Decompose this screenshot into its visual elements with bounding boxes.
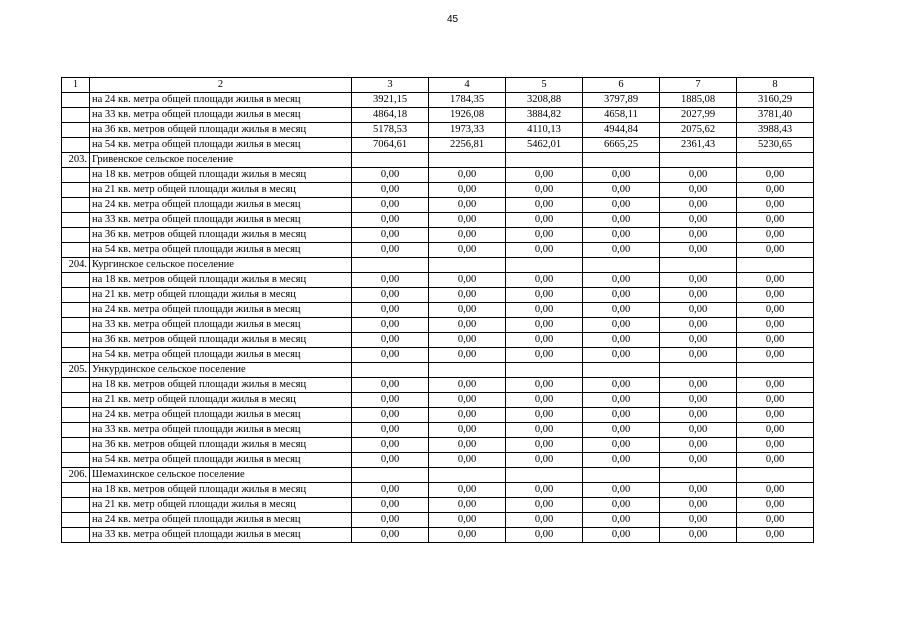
value-cell: 0,00 xyxy=(583,213,660,228)
value-cell: 2361,43 xyxy=(660,138,737,153)
table-row xyxy=(62,198,814,213)
value-cell: 2256,81 xyxy=(429,138,506,153)
value-cell: 0,00 xyxy=(506,423,583,438)
row-label: на 33 кв. метра общей площади жилья в месяц xyxy=(90,318,352,333)
value-cell: 0,00 xyxy=(352,453,429,468)
value-cell: 0,00 xyxy=(660,198,737,213)
value-cell: 0,00 xyxy=(660,513,737,528)
section-title: Кургинское сельское поселение xyxy=(90,258,352,273)
row-number xyxy=(62,483,90,498)
table-row xyxy=(62,348,814,363)
tariff-table xyxy=(61,77,814,543)
value-cell: 0,00 xyxy=(583,183,660,198)
value-cell: 0,00 xyxy=(583,318,660,333)
table-row xyxy=(62,243,814,258)
value-cell: 0,00 xyxy=(737,168,814,183)
value-cell: 0,00 xyxy=(429,288,506,303)
value-cell: 0,00 xyxy=(352,483,429,498)
value-cell: 0,00 xyxy=(583,393,660,408)
value-cell: 0,00 xyxy=(352,303,429,318)
value-cell: 0,00 xyxy=(660,228,737,243)
table-row xyxy=(62,498,814,513)
value-cell: 0,00 xyxy=(352,318,429,333)
table-row xyxy=(62,108,814,123)
value-cell xyxy=(352,153,429,168)
value-cell: 0,00 xyxy=(737,498,814,513)
value-cell: 0,00 xyxy=(429,228,506,243)
value-cell: 0,00 xyxy=(583,498,660,513)
row-label: на 18 кв. метров общей площади жилья в месяц xyxy=(90,273,352,288)
value-cell: 0,00 xyxy=(660,303,737,318)
value-cell: 0,00 xyxy=(506,333,583,348)
value-cell xyxy=(737,153,814,168)
table-row xyxy=(62,513,814,528)
value-cell: 3208,88 xyxy=(506,93,583,108)
value-cell: 0,00 xyxy=(737,453,814,468)
value-cell: 0,00 xyxy=(506,288,583,303)
column-header: 5 xyxy=(506,78,583,93)
row-number xyxy=(62,333,90,348)
value-cell xyxy=(429,258,506,273)
value-cell: 0,00 xyxy=(583,228,660,243)
value-cell xyxy=(352,363,429,378)
row-label: на 24 кв. метра общей площади жилья в месяц xyxy=(90,303,352,318)
row-number xyxy=(62,228,90,243)
value-cell: 2075,62 xyxy=(660,123,737,138)
table-row xyxy=(62,213,814,228)
value-cell: 0,00 xyxy=(352,183,429,198)
row-label: на 54 кв. метра общей площади жилья в месяц xyxy=(90,138,352,153)
value-cell: 0,00 xyxy=(506,483,583,498)
value-cell: 0,00 xyxy=(583,483,660,498)
row-number xyxy=(62,198,90,213)
row-label: на 24 кв. метра общей площади жилья в месяц xyxy=(90,93,352,108)
value-cell: 0,00 xyxy=(429,273,506,288)
value-cell: 0,00 xyxy=(583,288,660,303)
table-row xyxy=(62,438,814,453)
value-cell: 0,00 xyxy=(737,183,814,198)
row-number xyxy=(62,393,90,408)
value-cell: 0,00 xyxy=(429,423,506,438)
value-cell: 0,00 xyxy=(429,213,506,228)
row-label: на 33 кв. метра общей площади жилья в месяц xyxy=(90,108,352,123)
row-number xyxy=(62,303,90,318)
value-cell: 4864,18 xyxy=(352,108,429,123)
value-cell: 3160,29 xyxy=(737,93,814,108)
value-cell: 0,00 xyxy=(583,198,660,213)
value-cell: 0,00 xyxy=(352,333,429,348)
value-cell: 0,00 xyxy=(660,483,737,498)
value-cell: 5178,53 xyxy=(352,123,429,138)
value-cell: 0,00 xyxy=(352,513,429,528)
value-cell: 0,00 xyxy=(660,378,737,393)
table-row xyxy=(62,228,814,243)
row-label: на 21 кв. метр общей площади жилья в месяц xyxy=(90,183,352,198)
value-cell: 5230,65 xyxy=(737,138,814,153)
table-row xyxy=(62,168,814,183)
value-cell: 7064,61 xyxy=(352,138,429,153)
row-label: на 18 кв. метров общей площади жилья в месяц xyxy=(90,483,352,498)
row-label: на 24 кв. метра общей площади жилья в месяц xyxy=(90,513,352,528)
row-label: на 21 кв. метр общей площади жилья в месяц xyxy=(90,498,352,513)
row-label: на 54 кв. метра общей площади жилья в месяц xyxy=(90,243,352,258)
row-number xyxy=(62,273,90,288)
value-cell xyxy=(660,153,737,168)
row-label: на 24 кв. метра общей площади жилья в месяц xyxy=(90,408,352,423)
value-cell: 0,00 xyxy=(737,483,814,498)
row-number xyxy=(62,138,90,153)
value-cell xyxy=(506,153,583,168)
table-row xyxy=(62,378,814,393)
table-row xyxy=(62,393,814,408)
value-cell: 0,00 xyxy=(660,168,737,183)
table-row xyxy=(62,138,814,153)
value-cell: 0,00 xyxy=(737,198,814,213)
table-row xyxy=(62,528,814,543)
page-number: 45 xyxy=(446,14,459,25)
value-cell: 0,00 xyxy=(737,423,814,438)
row-number xyxy=(62,243,90,258)
value-cell: 0,00 xyxy=(352,393,429,408)
value-cell: 0,00 xyxy=(583,168,660,183)
value-cell: 0,00 xyxy=(737,528,814,543)
value-cell xyxy=(737,258,814,273)
row-number xyxy=(62,513,90,528)
value-cell: 0,00 xyxy=(660,318,737,333)
value-cell: 1926,08 xyxy=(429,108,506,123)
value-cell: 3884,82 xyxy=(506,108,583,123)
value-cell xyxy=(506,258,583,273)
value-cell: 0,00 xyxy=(429,168,506,183)
table-row xyxy=(62,273,814,288)
column-header: 1 xyxy=(62,78,90,93)
row-number xyxy=(62,438,90,453)
value-cell xyxy=(429,468,506,483)
value-cell: 0,00 xyxy=(429,453,506,468)
value-cell: 0,00 xyxy=(352,243,429,258)
row-number xyxy=(62,528,90,543)
value-cell: 0,00 xyxy=(660,453,737,468)
value-cell: 0,00 xyxy=(506,528,583,543)
column-header: 8 xyxy=(737,78,814,93)
row-number xyxy=(62,408,90,423)
value-cell: 0,00 xyxy=(506,438,583,453)
value-cell: 0,00 xyxy=(352,228,429,243)
value-cell: 0,00 xyxy=(583,423,660,438)
value-cell xyxy=(429,153,506,168)
value-cell: 0,00 xyxy=(737,513,814,528)
value-cell xyxy=(583,468,660,483)
table-row xyxy=(62,123,814,138)
value-cell: 0,00 xyxy=(352,438,429,453)
value-cell: 1885,08 xyxy=(660,93,737,108)
value-cell: 3781,40 xyxy=(737,108,814,123)
value-cell xyxy=(429,363,506,378)
value-cell: 0,00 xyxy=(352,528,429,543)
value-cell: 3797,89 xyxy=(583,93,660,108)
column-header: 2 xyxy=(90,78,352,93)
row-label: на 18 кв. метров общей площади жилья в месяц xyxy=(90,378,352,393)
row-number xyxy=(62,183,90,198)
table-row xyxy=(62,183,814,198)
value-cell: 0,00 xyxy=(429,318,506,333)
value-cell: 0,00 xyxy=(429,243,506,258)
value-cell: 0,00 xyxy=(583,303,660,318)
value-cell: 0,00 xyxy=(506,303,583,318)
value-cell: 0,00 xyxy=(506,393,583,408)
value-cell: 0,00 xyxy=(506,408,583,423)
value-cell: 0,00 xyxy=(506,513,583,528)
value-cell: 0,00 xyxy=(429,393,506,408)
value-cell: 0,00 xyxy=(737,333,814,348)
row-number xyxy=(62,288,90,303)
row-label: на 36 кв. метров общей площади жилья в месяц xyxy=(90,438,352,453)
table-row xyxy=(62,318,814,333)
header-row xyxy=(62,78,814,93)
table-row xyxy=(62,423,814,438)
value-cell xyxy=(583,153,660,168)
row-number: 203. xyxy=(62,153,90,168)
value-cell: 0,00 xyxy=(660,498,737,513)
value-cell: 0,00 xyxy=(583,378,660,393)
row-number xyxy=(62,423,90,438)
row-number: 205. xyxy=(62,363,90,378)
value-cell: 1784,35 xyxy=(429,93,506,108)
value-cell: 0,00 xyxy=(737,318,814,333)
row-label: на 36 кв. метров общей площади жилья в месяц xyxy=(90,333,352,348)
value-cell: 3921,15 xyxy=(352,93,429,108)
value-cell: 0,00 xyxy=(660,393,737,408)
value-cell: 0,00 xyxy=(660,243,737,258)
row-label: на 33 кв. метра общей площади жилья в месяц xyxy=(90,213,352,228)
column-header: 4 xyxy=(429,78,506,93)
value-cell: 0,00 xyxy=(352,378,429,393)
table-row xyxy=(62,288,814,303)
value-cell: 0,00 xyxy=(737,438,814,453)
row-label: на 21 кв. метр общей площади жилья в месяц xyxy=(90,288,352,303)
value-cell: 0,00 xyxy=(429,483,506,498)
value-cell: 0,00 xyxy=(429,438,506,453)
value-cell xyxy=(660,258,737,273)
section-row xyxy=(62,153,814,168)
value-cell: 0,00 xyxy=(583,348,660,363)
value-cell: 0,00 xyxy=(429,303,506,318)
section-row xyxy=(62,258,814,273)
value-cell: 0,00 xyxy=(506,228,583,243)
value-cell: 6665,25 xyxy=(583,138,660,153)
value-cell: 0,00 xyxy=(352,348,429,363)
section-title: Ункурдинское сельское поселение xyxy=(90,363,352,378)
value-cell: 0,00 xyxy=(352,273,429,288)
value-cell: 0,00 xyxy=(506,378,583,393)
value-cell: 0,00 xyxy=(429,333,506,348)
value-cell: 0,00 xyxy=(660,423,737,438)
value-cell: 0,00 xyxy=(737,228,814,243)
row-label: на 36 кв. метров общей площади жилья в месяц xyxy=(90,123,352,138)
value-cell xyxy=(583,258,660,273)
value-cell: 0,00 xyxy=(737,243,814,258)
value-cell: 0,00 xyxy=(506,453,583,468)
value-cell: 0,00 xyxy=(429,498,506,513)
value-cell: 0,00 xyxy=(352,423,429,438)
value-cell: 0,00 xyxy=(583,528,660,543)
row-label: на 54 кв. метра общей площади жилья в месяц xyxy=(90,453,352,468)
value-cell: 4110,13 xyxy=(506,123,583,138)
value-cell: 0,00 xyxy=(429,183,506,198)
value-cell: 0,00 xyxy=(429,378,506,393)
row-number xyxy=(62,318,90,333)
value-cell xyxy=(660,363,737,378)
value-cell: 0,00 xyxy=(506,183,583,198)
row-number: 206. xyxy=(62,468,90,483)
column-header: 7 xyxy=(660,78,737,93)
value-cell: 0,00 xyxy=(737,288,814,303)
value-cell: 0,00 xyxy=(352,288,429,303)
row-number xyxy=(62,108,90,123)
value-cell xyxy=(506,468,583,483)
value-cell: 0,00 xyxy=(583,438,660,453)
row-number: 204. xyxy=(62,258,90,273)
row-number xyxy=(62,453,90,468)
value-cell: 0,00 xyxy=(583,243,660,258)
value-cell: 0,00 xyxy=(429,348,506,363)
value-cell: 5462,01 xyxy=(506,138,583,153)
row-number xyxy=(62,93,90,108)
value-cell: 0,00 xyxy=(506,243,583,258)
value-cell: 0,00 xyxy=(660,183,737,198)
value-cell xyxy=(352,258,429,273)
value-cell: 0,00 xyxy=(352,168,429,183)
value-cell: 0,00 xyxy=(660,528,737,543)
value-cell xyxy=(737,468,814,483)
value-cell: 0,00 xyxy=(583,453,660,468)
value-cell: 2027,99 xyxy=(660,108,737,123)
row-label: на 33 кв. метра общей площади жилья в месяц xyxy=(90,528,352,543)
column-header: 6 xyxy=(583,78,660,93)
value-cell: 0,00 xyxy=(737,408,814,423)
value-cell: 0,00 xyxy=(660,288,737,303)
value-cell: 0,00 xyxy=(583,513,660,528)
value-cell: 0,00 xyxy=(660,273,737,288)
section-title: Шемахинское сельское поселение xyxy=(90,468,352,483)
row-number xyxy=(62,378,90,393)
row-number xyxy=(62,498,90,513)
table-row xyxy=(62,333,814,348)
row-number xyxy=(62,168,90,183)
section-title: Гривенское сельское поселение xyxy=(90,153,352,168)
value-cell: 0,00 xyxy=(583,333,660,348)
value-cell xyxy=(352,468,429,483)
section-row xyxy=(62,468,814,483)
value-cell: 0,00 xyxy=(737,378,814,393)
value-cell: 4944,84 xyxy=(583,123,660,138)
value-cell: 0,00 xyxy=(660,333,737,348)
row-label: на 24 кв. метра общей площади жилья в месяц xyxy=(90,198,352,213)
value-cell: 0,00 xyxy=(506,318,583,333)
value-cell: 0,00 xyxy=(506,168,583,183)
table-row xyxy=(62,453,814,468)
value-cell: 0,00 xyxy=(737,303,814,318)
value-cell xyxy=(737,363,814,378)
row-number xyxy=(62,213,90,228)
value-cell: 0,00 xyxy=(506,498,583,513)
row-number xyxy=(62,123,90,138)
value-cell: 0,00 xyxy=(506,273,583,288)
value-cell xyxy=(583,363,660,378)
value-cell: 0,00 xyxy=(737,393,814,408)
value-cell: 0,00 xyxy=(352,198,429,213)
row-number xyxy=(62,348,90,363)
value-cell: 0,00 xyxy=(429,513,506,528)
table-row xyxy=(62,408,814,423)
section-row xyxy=(62,363,814,378)
value-cell: 0,00 xyxy=(352,408,429,423)
column-header: 3 xyxy=(352,78,429,93)
value-cell: 0,00 xyxy=(737,348,814,363)
value-cell: 0,00 xyxy=(583,408,660,423)
value-cell xyxy=(506,363,583,378)
value-cell: 0,00 xyxy=(429,198,506,213)
table-row xyxy=(62,303,814,318)
value-cell: 0,00 xyxy=(660,408,737,423)
value-cell: 0,00 xyxy=(660,438,737,453)
value-cell: 0,00 xyxy=(352,213,429,228)
value-cell: 0,00 xyxy=(737,213,814,228)
row-label: на 18 кв. метров общей площади жилья в месяц xyxy=(90,168,352,183)
value-cell: 0,00 xyxy=(429,408,506,423)
row-label: на 21 кв. метр общей площади жилья в месяц xyxy=(90,393,352,408)
value-cell: 3988,43 xyxy=(737,123,814,138)
value-cell xyxy=(660,468,737,483)
value-cell: 1973,33 xyxy=(429,123,506,138)
value-cell: 0,00 xyxy=(660,348,737,363)
value-cell: 0,00 xyxy=(660,213,737,228)
table-row xyxy=(62,93,814,108)
value-cell: 0,00 xyxy=(583,273,660,288)
row-label: на 33 кв. метра общей площади жилья в месяц xyxy=(90,423,352,438)
value-cell: 0,00 xyxy=(737,273,814,288)
value-cell: 0,00 xyxy=(352,498,429,513)
row-label: на 36 кв. метров общей площади жилья в месяц xyxy=(90,228,352,243)
value-cell: 0,00 xyxy=(506,198,583,213)
value-cell: 0,00 xyxy=(506,348,583,363)
value-cell: 0,00 xyxy=(506,213,583,228)
row-label: на 54 кв. метра общей площади жилья в месяц xyxy=(90,348,352,363)
value-cell: 4658,11 xyxy=(583,108,660,123)
table-row xyxy=(62,483,814,498)
value-cell: 0,00 xyxy=(429,528,506,543)
